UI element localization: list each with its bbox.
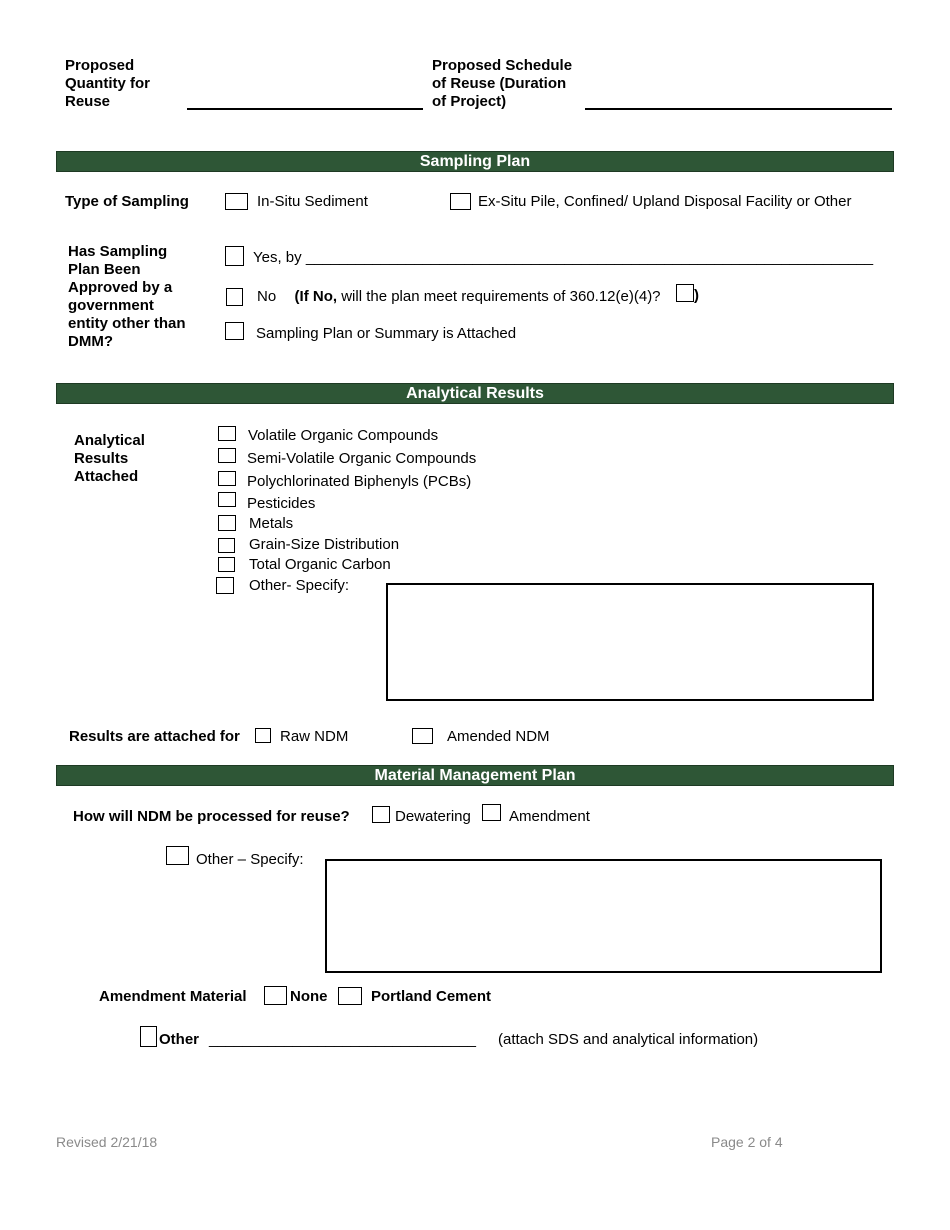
insitu-checkbox[interactable] xyxy=(225,193,248,210)
other-material-checkbox[interactable] xyxy=(140,1026,157,1047)
other-analyte-checkbox[interactable] xyxy=(216,577,234,594)
analyte-item: Grain-Size Distribution xyxy=(249,536,400,553)
amendment-checkbox[interactable] xyxy=(482,804,501,821)
material-management-header: Material Management Plan xyxy=(56,765,894,786)
other-material-label: Other xyxy=(159,1031,200,1048)
analytical-results-header: Analytical Results xyxy=(56,383,894,404)
portland-cement-label: Portland Cement xyxy=(371,988,492,1005)
quantity-input-line[interactable] xyxy=(187,108,423,110)
approved-label: Has Sampling Plan Been Approved by a government entity other than DMM? xyxy=(68,243,186,350)
metals-checkbox[interactable] xyxy=(218,515,236,531)
analytical-label: Analytical Results Attached xyxy=(74,432,145,485)
close-paren: ) xyxy=(694,287,699,304)
amended-ndm-label: Amended NDM xyxy=(447,728,550,745)
amendment-material-label: Amendment Material xyxy=(99,988,247,1005)
yes-by-field[interactable]: Yes, by ____________________________________________________________________ xyxy=(253,249,874,266)
sampling-plan-header: Sampling Plan xyxy=(56,151,894,172)
pcb-checkbox[interactable] xyxy=(218,471,236,486)
analyte-item: Pesticides xyxy=(247,495,316,512)
svoc-checkbox[interactable] xyxy=(218,448,236,463)
requirements-question: will the plan meet requirements of 360.12(e)(4)? xyxy=(337,288,661,305)
none-label: None xyxy=(290,988,328,1005)
dewatering-label: Dewatering xyxy=(395,808,471,825)
attach-sds-note: (attach SDS and analytical information) xyxy=(498,1031,759,1048)
quantity-label: Proposed Quantity for Reuse xyxy=(65,57,150,110)
other-process-checkbox[interactable] xyxy=(166,846,189,865)
no-label: No xyxy=(257,288,277,305)
analyte-item: Semi-Volatile Organic Compounds xyxy=(247,450,477,467)
insitu-label: In-Situ Sediment xyxy=(257,193,368,210)
schedule-input-line[interactable] xyxy=(585,108,892,110)
other-material-field[interactable]: ________________________________ xyxy=(209,1031,476,1048)
no-checkbox[interactable] xyxy=(226,288,243,306)
meets-requirements-checkbox[interactable] xyxy=(676,284,694,302)
page-number: Page 2 of 4 xyxy=(711,1134,783,1150)
other-process-textbox[interactable] xyxy=(325,859,882,973)
exsitu-checkbox[interactable] xyxy=(450,193,471,210)
amended-ndm-checkbox[interactable] xyxy=(412,728,433,744)
analyte-item: Total Organic Carbon xyxy=(249,556,391,573)
dewatering-checkbox[interactable] xyxy=(372,806,390,823)
analyte-item: Polychlorinated Biphenyls (PCBs) xyxy=(247,473,472,490)
raw-ndm-label: Raw NDM xyxy=(280,728,349,745)
yes-checkbox[interactable] xyxy=(225,246,244,266)
plan-attached-checkbox[interactable] xyxy=(225,322,244,340)
pesticides-checkbox[interactable] xyxy=(218,492,236,507)
other-specify-label: Other – Specify: xyxy=(196,851,304,868)
process-label: How will NDM be processed for reuse? xyxy=(73,808,350,825)
results-for-label: Results are attached for xyxy=(69,728,240,745)
type-of-sampling-label: Type of Sampling xyxy=(65,193,189,210)
no-line xyxy=(257,288,661,305)
analyte-item: Metals xyxy=(249,515,294,532)
portland-cement-checkbox[interactable] xyxy=(338,987,362,1005)
raw-ndm-checkbox[interactable] xyxy=(255,728,271,743)
plan-attached-label: Sampling Plan or Summary is Attached xyxy=(256,325,517,342)
if-no-label: (If No, xyxy=(294,288,338,305)
toc-checkbox[interactable] xyxy=(218,557,235,572)
none-checkbox[interactable] xyxy=(264,986,287,1005)
amendment-label: Amendment xyxy=(509,808,590,825)
revised-date: Revised 2/21/18 xyxy=(56,1134,158,1150)
schedule-label: Proposed Schedule of Reuse (Duration of Project) xyxy=(432,57,573,110)
other-analyte-textbox[interactable] xyxy=(386,583,874,701)
exsitu-label: Ex-Situ Pile, Confined/ Upland Disposal Facility or Other xyxy=(478,193,852,210)
voc-checkbox[interactable] xyxy=(218,426,236,441)
grain-size-checkbox[interactable] xyxy=(218,538,235,553)
analyte-item: Volatile Organic Compounds xyxy=(248,427,439,444)
analyte-item: Other- Specify: xyxy=(249,577,350,594)
